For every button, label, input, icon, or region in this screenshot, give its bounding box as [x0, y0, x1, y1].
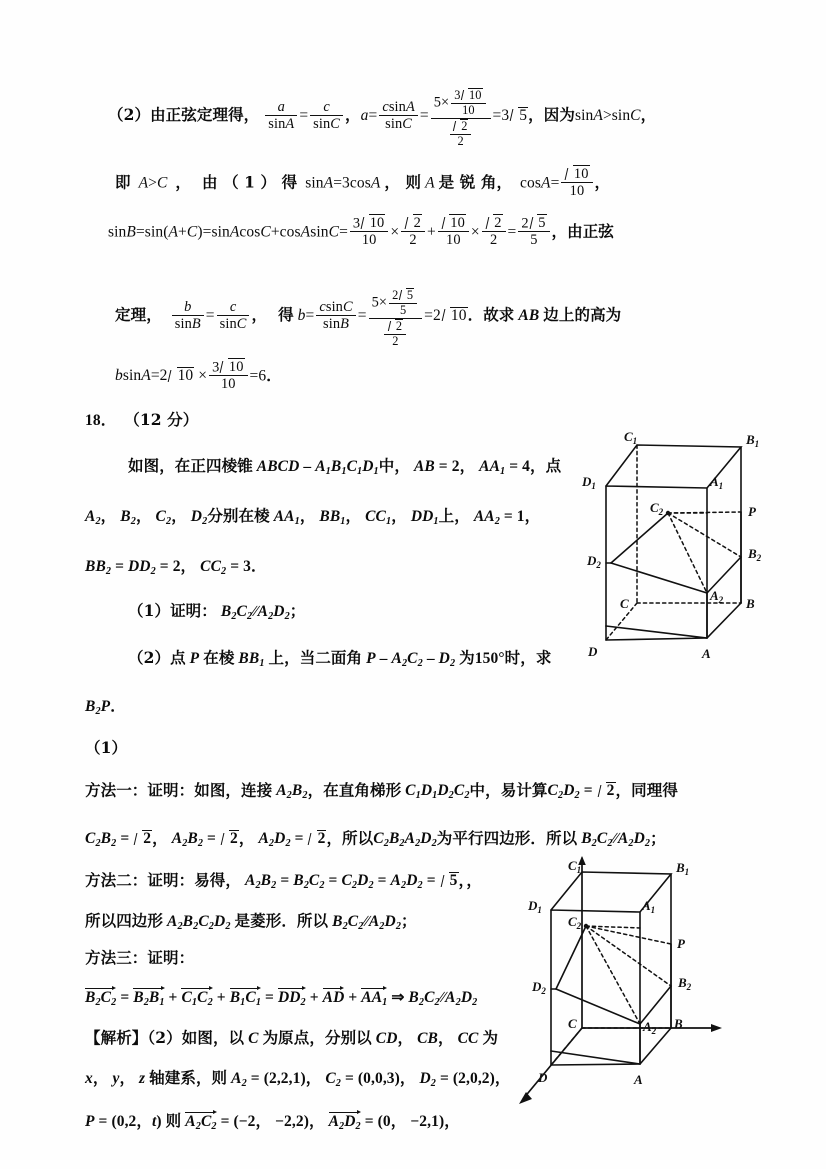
label-P: P [677, 936, 685, 951]
ratio-c-over-sinC-2: $\frac{c}{\sin C}$ [217, 299, 250, 332]
solution-18-method-2-line-1: 方法二：证明：易得， $A_2B_2 = B_2C_2 = C_2D_2 = A_2D_2 = 5$，， [85, 870, 482, 892]
label-A1: $A_1$ [642, 898, 656, 915]
solution-18-method-1-line-2: $C_2B_2 = 2$， $A_2B_2 = 2$， $A_2D_2 = 2$，所以$C_2B_2A_2D_2$为平行四边形．所以 $B_2C_2∕∕A_2D_2$； [85, 828, 666, 850]
problem-18-question-1: （1）证明： $B_2C_2∕∕A_2D_2$； [128, 601, 306, 622]
line4-lead: 定理， [115, 304, 162, 324]
ratio-c-over-sinC: $\frac{c}{\sin C}$ [310, 99, 343, 132]
problem-18-stem-line-1: 如图，在正四棱锥 ABCD – $A_1B_1C_1D_1$中， AB = 2， $AA_1 = 4$，点 [128, 456, 562, 477]
label-B2: $B_2$ [748, 546, 762, 563]
y-axis-arrowhead [711, 1024, 722, 1032]
solution-18-analysis-line-2: x， y， z 轴建系，则 $A_2 = (2,2,1)$， $C_2 = (0,0,3)$， $D_2 = (2,0,2)$， [85, 1068, 511, 1089]
frac-3sqrt10-over-10-b: $\frac{3 10}{10}$ [209, 358, 247, 393]
solution-line-5: bsinA=2 10 × $\frac{3 10}{10}$ =6． [115, 359, 282, 393]
vertex-dot-C2 [584, 924, 588, 928]
x-axis [523, 1028, 582, 1099]
edge-D-A [551, 1064, 640, 1065]
label-A2: $A_2$ [643, 1019, 657, 1036]
label-B1: $B_1$ [676, 860, 690, 877]
solution-18-method-3-vector-eq: $B_2C_2 = B_2B_1 + C_1C_2 + B_1C_1 = DD_2$ + AD + $AA_1$ ⇒ $B_2C_2∕∕A_2D_2$ [85, 989, 478, 1008]
label-B: B [674, 1016, 683, 1031]
problem-18-answer-var: $B_2P$． [85, 696, 126, 717]
ratio-a-over-sinA: $\frac{a}{\sin A}$ [265, 99, 297, 132]
coordinate-axes [519, 856, 722, 1104]
problem-points: （12 分） [124, 410, 199, 429]
solution-line-1: （2）由正弦定理得， $\frac{a}{\sin A}$ = $\frac{c}{\sin C}$ ，a= $\frac{csinA}{\sin C}$ = 5× $\frac{3 10}{10}$ $\frac{2}{2}$ =3 5，因为sinA>sinC， [108, 88, 657, 149]
problem-18-question-2: （2）点 P 在棱 $BB_1$ 上，当二面角 P – $A_2C_2 - D_2$ 为150°时，求 [128, 648, 552, 669]
diagram-bottom [512, 856, 802, 1156]
label-C2: $C_2$ [650, 500, 664, 517]
problem-number: 18． [85, 412, 117, 429]
edge-D2-C2 [611, 513, 668, 563]
line1-lead: （2）由正弦定理得， [108, 104, 260, 124]
label-C2: $C_2$ [568, 914, 582, 931]
solution-18-method-2-line-2: 所以四边形 $A_2B_2C_2D_2$ 是菱形．所以 $B_2C_2∕∕A_2D_2$； [85, 911, 417, 932]
label-D: D [588, 644, 598, 659]
edge-D2-A2 [611, 563, 707, 593]
solution-18-analysis-line-1: 【解析】（2）如图，以 C 为原点，分别以 CD， CB， CC 为 [85, 1028, 499, 1047]
label-B: B [746, 596, 755, 611]
frac-3sqrt10-over-10: $\frac{3 10}{10}$ [350, 214, 388, 249]
label-A: A [702, 646, 711, 661]
frac-csinC-over-sinB: $\frac{csinC}{\sin B}$ [316, 299, 355, 332]
x-axis-arrowhead [519, 1092, 532, 1104]
frac-csinA-over-sinC: $\frac{csinA}{\sin C}$ [379, 99, 418, 132]
solution-18-method-3-label: 方法三：证明： [85, 948, 195, 967]
hidden-C2-B2 [586, 926, 671, 986]
solution-line-3: sinB=sin(A+C)=sinAcosC+cosAsinC= $\frac{3 10}{10}$ × $\frac{2}{2}$ + $\frac{10}{10}$ × $\frac{2}{2}$ = $\frac{2 5}{5}$ ，由正弦 [108, 215, 614, 249]
edge-D-A [606, 638, 707, 640]
prism-svg-bottom [512, 856, 802, 1156]
ratio-b-over-sinB: $\frac{b}{\sin B}$ [172, 299, 204, 332]
frac-compound: 5× $\frac{3 10}{10}$ $\frac{2}{2}$ [431, 88, 491, 149]
hidden-edge-C2-B2 [668, 513, 741, 557]
frac-sqrt2-over-2-b: $\frac{2}{2}$ [482, 214, 506, 249]
frac-sqrt10-over-10-b: $\frac{10}{10}$ [438, 214, 469, 249]
label-D1: $D_1$ [582, 474, 596, 491]
frac-sqrt2-over-2-a: $\frac{2}{2}$ [401, 214, 425, 249]
frac-2sqrt5-over-5: $\frac{2 5}{5}$ [518, 214, 549, 249]
label-C: C [568, 1016, 577, 1031]
label-A2: $A_2$ [710, 588, 724, 605]
label-A: A [634, 1072, 643, 1087]
diagram-top [580, 418, 795, 678]
label-D: D [538, 1070, 548, 1085]
label-B2: $B_2$ [678, 975, 692, 992]
prism-svg-top [580, 418, 795, 678]
hidden-C2-A2 [586, 926, 640, 1024]
frac-sqrt10-over-10: $\frac{10}{10}$ [561, 165, 592, 200]
label-C: C [620, 596, 629, 611]
solution-line-4: 定理， $\frac{b}{\sin B}$ = $\frac{c}{\sin C}$ ， 得 b= $\frac{csinC}{\sin B}$ = 5× $\frac{2 5}{5}$ $\frac{2}{2}$ =2 10．故求 AB 边上的高为 [115, 288, 622, 349]
solution-18-part1-label: （1） [85, 738, 128, 757]
label-C1: $C_1$ [624, 429, 638, 446]
label-P: P [748, 504, 756, 519]
label-C1: $C_1$ [568, 858, 582, 875]
z-axis-arrowhead [578, 856, 586, 865]
problem-18-stem-line-3: $BB_2 = DD_2 = 2$， $CC_2 = 3$． [85, 556, 267, 577]
line2-seg1: 即 [115, 172, 131, 192]
solution-18-method-1-line-1: 方法一：证明：如图，连接 $A_2B_2$，在直角梯形 $C_1D_1D_2C_2$中，易计算$C_2D_2 = 2$，同理得 [85, 780, 678, 802]
label-A1: $A_1$ [710, 474, 724, 491]
frac-compound-2: 5× $\frac{2 5}{5}$ $\frac{2}{2}$ [369, 288, 423, 349]
hidden-edge-C2-P [668, 512, 741, 513]
label-D2: $D_2$ [587, 553, 601, 570]
solution-line-2: 即 A>C ， 由 （ 1 ） 得 sinA=3cosA ， 则 A 是 锐 角， cosA= $\frac{10}{10}$ ， [115, 166, 611, 200]
problem-18-header [85, 412, 198, 429]
label-B1: $B_1$ [746, 432, 760, 449]
solution-18-analysis-line-3: P = (0,2，t) 则 $A_2C_2 = (-2$， −2,2)， $A_2D_2 = (0$， −2,1)， [85, 1111, 460, 1132]
vertex-dot-C2 [666, 511, 670, 515]
problem-18-stem-line-2: $A_2$， $B_2$， $C_2$， $D_2$分别在棱 $AA_1$， $BB_1$， $CC_1$， $DD_1$上， $AA_2 = 1$， [85, 506, 541, 527]
label-D2: $D_2$ [532, 979, 546, 996]
label-D1: $D_1$ [528, 898, 542, 915]
